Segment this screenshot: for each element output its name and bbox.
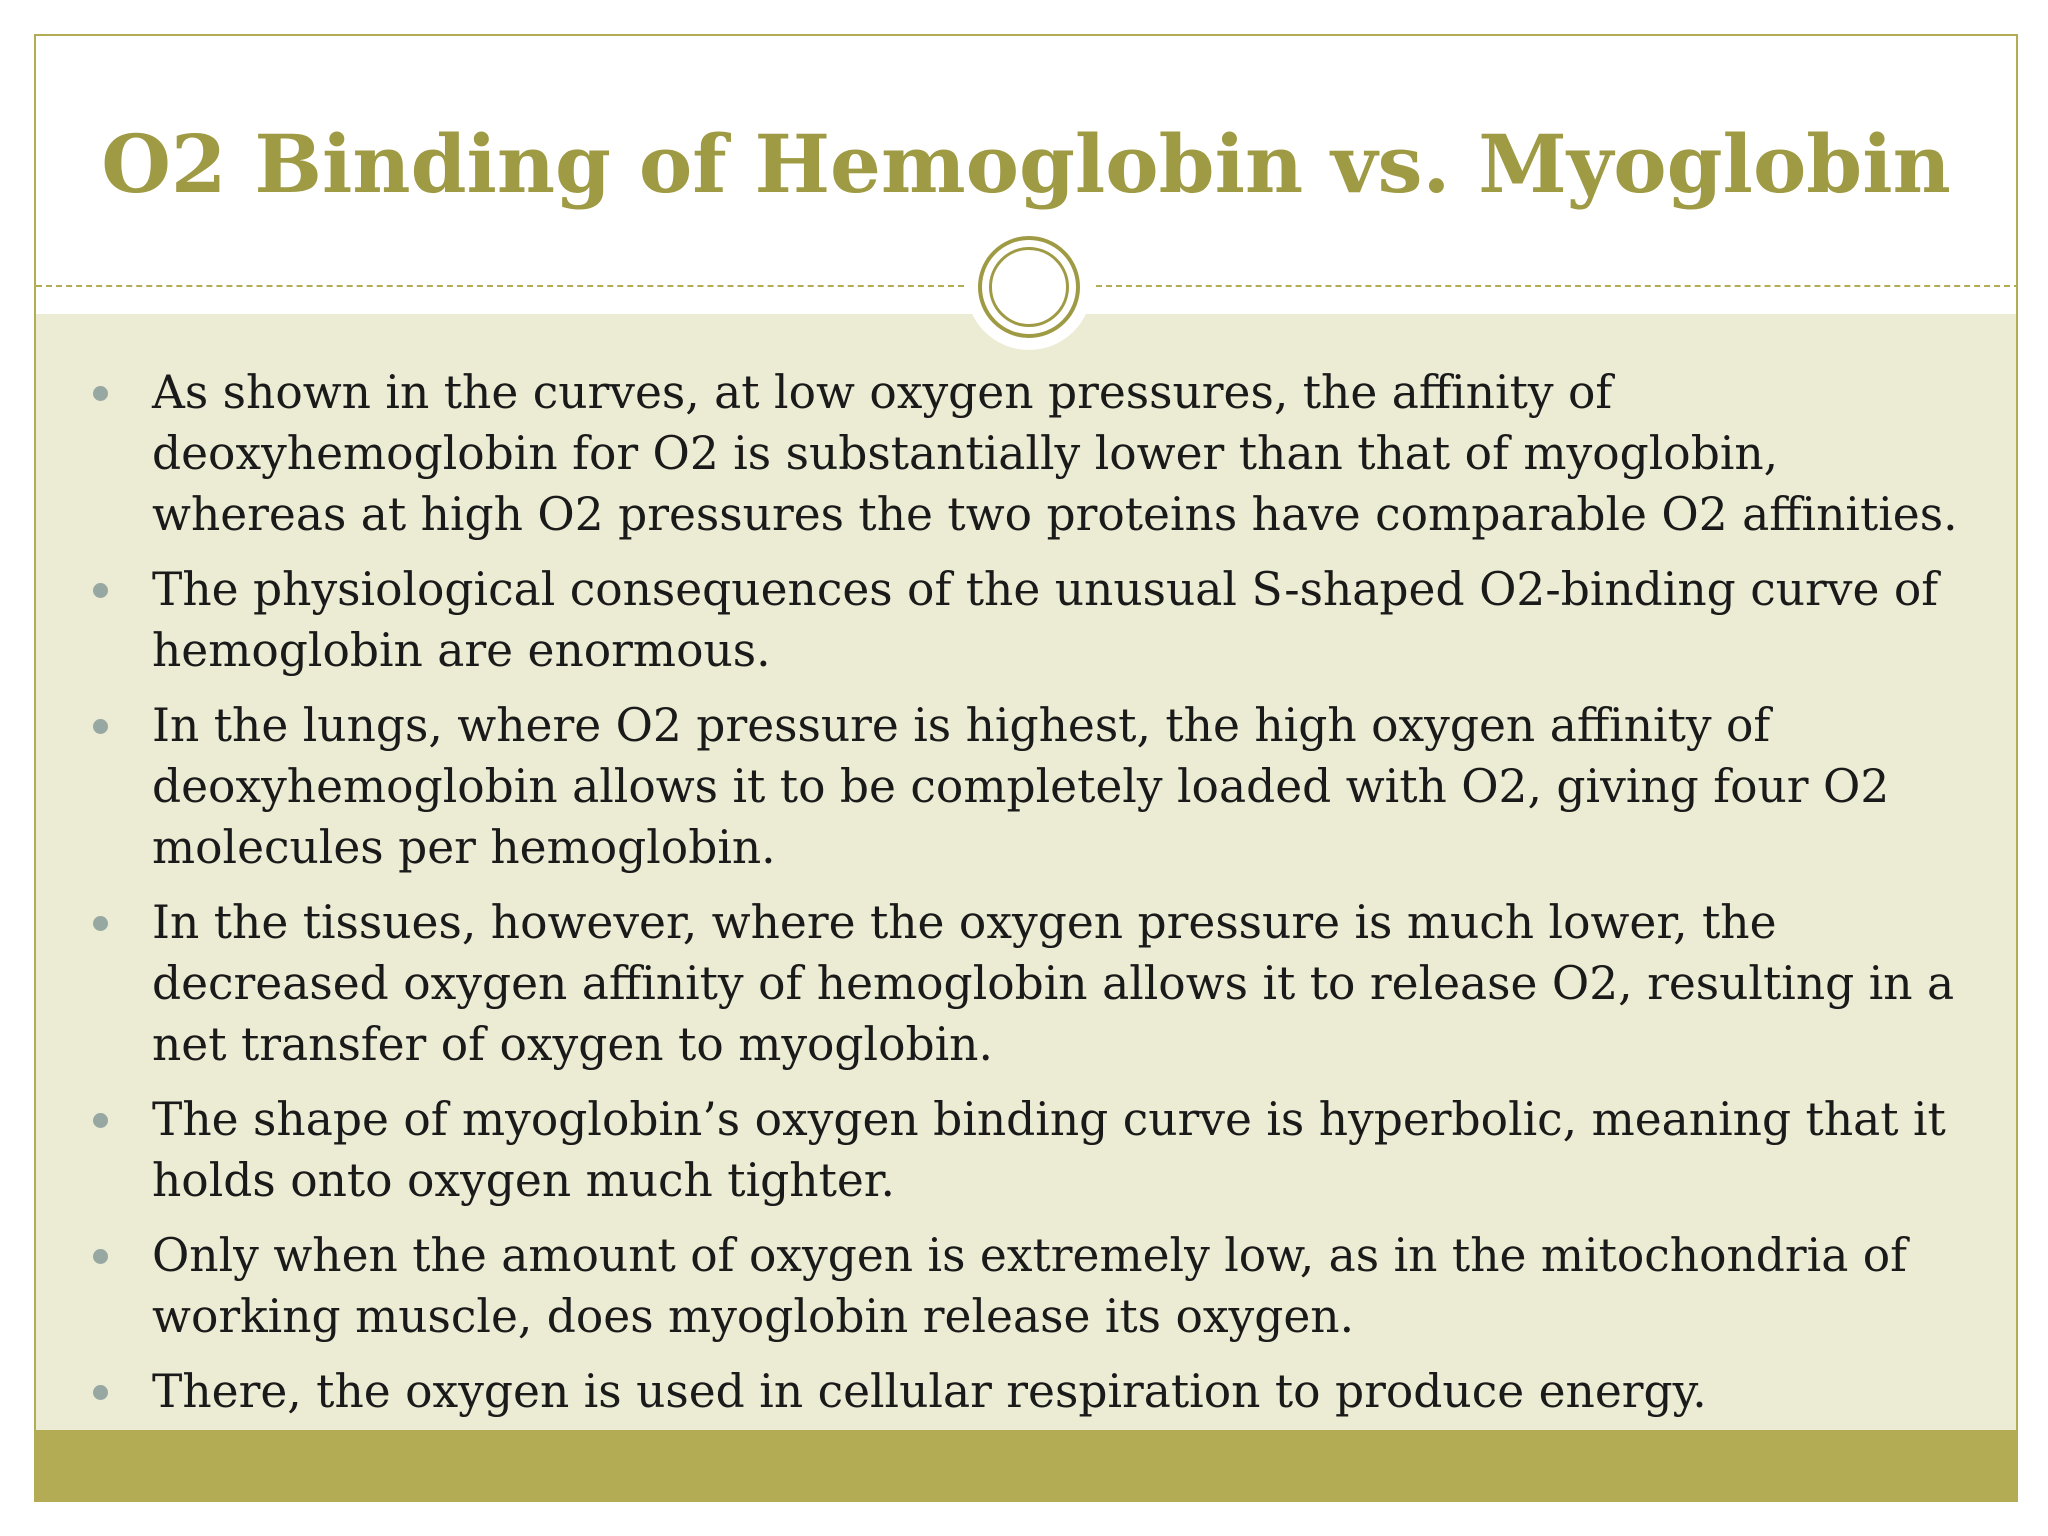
circle-ornament-inner-ring	[989, 247, 1069, 327]
bullet-dot-icon	[93, 719, 108, 734]
bullet-text: In the lungs, where O2 pressure is highest, the high oxygen affinity of deoxyhemoglobin allows it to be completely loaded with O2, giving four O2 molecules per hemoglobin.	[152, 699, 1890, 874]
bullet-dot-icon	[93, 386, 108, 401]
bullet-text: As shown in the curves, at low oxygen pressures, the affinity of deoxyhemoglobin for O2 is substantially lower than that of myoglobin, whereas at high O2 pressures the two proteins have comparable O2 affinities.	[152, 366, 1958, 541]
bullet-item	[36, 695, 2016, 878]
bullet-item	[36, 1225, 2016, 1347]
circle-ornament-icon	[978, 236, 1080, 338]
bullet-text: There, the oxygen is used in cellular respiration to produce energy.	[152, 1365, 1707, 1418]
slide-title: O2 Binding of Hemoglobin vs. Myoglobin	[101, 117, 1951, 211]
bullet-dot-icon	[93, 1113, 108, 1128]
bullet-text: In the tissues, however, where the oxygen pressure is much lower, the decreased oxygen affinity of hemoglobin allows it to release O2, resulting in a net transfer of oxygen to myoglobin.	[152, 896, 1955, 1071]
bullet-item	[36, 559, 2016, 681]
bullet-text: The shape of myoglobin’s oxygen binding curve is hyperbolic, meaning that it holds onto oxygen much tighter.	[152, 1093, 1946, 1207]
title-divider-left	[36, 285, 964, 287]
bullet-item	[36, 892, 2016, 1075]
bullet-text: The physiological consequences of the unusual S-shaped O2-binding curve of hemoglobin are enormous.	[152, 563, 1939, 677]
bullet-item	[36, 1361, 2016, 1422]
bullet-item	[36, 1089, 2016, 1211]
bullet-list	[36, 362, 2016, 1436]
bullet-dot-icon	[93, 1249, 108, 1264]
bullet-dot-icon	[93, 916, 108, 931]
slide	[34, 34, 2018, 1502]
title-divider-right	[1096, 285, 2018, 287]
footer-bar	[36, 1430, 2016, 1500]
bullet-text: Only when the amount of oxygen is extremely low, as in the mitochondria of working muscle, does myoglobin release its oxygen.	[152, 1229, 1908, 1343]
bullet-dot-icon	[93, 1385, 108, 1400]
bullet-item	[36, 362, 2016, 545]
bullet-dot-icon	[93, 583, 108, 598]
